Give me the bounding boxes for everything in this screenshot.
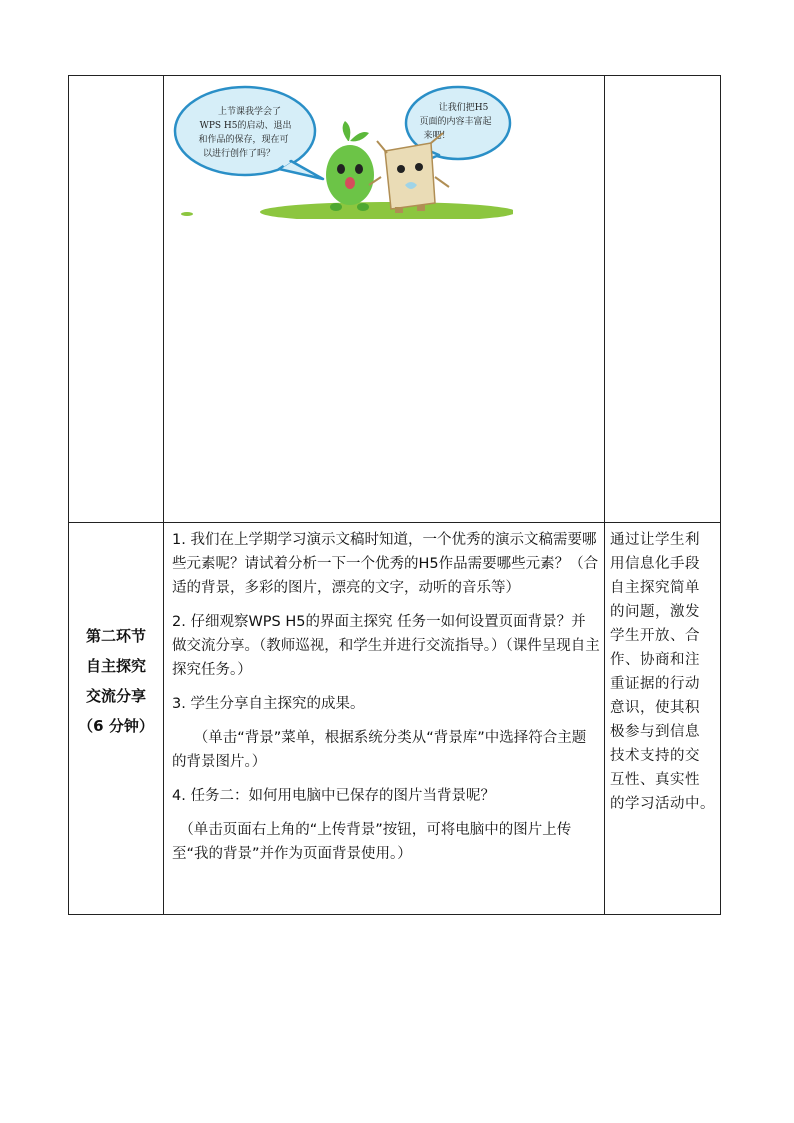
- purpose-line: 学生开放、合: [610, 628, 700, 644]
- column-divider: [604, 76, 605, 914]
- stage-label-line: （6 分钟）: [78, 717, 154, 735]
- purpose-line: 技术支持的交: [610, 748, 700, 764]
- content-paragraph: 4. 任务二：如何用电脑中已保存的图片当背景呢？: [172, 788, 495, 804]
- lesson-table: [68, 75, 721, 915]
- content-paragraph: 3. 学生分享自主探究的成果。: [172, 696, 365, 712]
- purpose-line: 意识，使其积: [610, 700, 700, 716]
- purpose-line: 用信息化手段: [610, 556, 700, 572]
- bubble-right-line: 来吧！: [423, 131, 451, 141]
- column-divider: [163, 76, 164, 914]
- activity-content: [172, 528, 600, 876]
- sprout-character: [326, 121, 374, 211]
- cartoon-illustration: [173, 81, 513, 219]
- purpose-line: 自主探究简单: [610, 580, 700, 596]
- stage-label-line: 自主探究: [85, 657, 146, 675]
- content-paragraph: （单击页面右上角的“上传背景”按钮，可将电脑中的图片上传至“我的背景”并作为页面背景使用。）: [172, 822, 572, 862]
- purpose-line: 通过让学生利: [610, 532, 700, 548]
- design-purpose: [610, 528, 720, 816]
- purpose-line: 极参与到信息: [610, 724, 700, 740]
- bubble-left-line: WPS H5的启动、退出: [199, 121, 292, 131]
- speech-bubble-left: [175, 87, 323, 179]
- content-paragraph: 1. 我们在上学期学习演示文稿时知道，一个优秀的演示文稿需要哪些元素呢？请试着分析一下一个优秀的H5作品需要哪些元素？（合适的背景，多彩的图片，漂亮的文字，动听的音乐等）: [172, 532, 599, 596]
- stage-label: [69, 621, 163, 741]
- purpose-line: 互性、真实性: [610, 772, 700, 788]
- grass-ground: [260, 202, 513, 219]
- purpose-line: 重证据的行动: [610, 676, 700, 692]
- content-paragraph: （单击“背景”菜单，根据系统分类从“背景库”中选择符合主题的背景图片。）: [172, 730, 587, 770]
- purpose-line: 的学习活动中。: [610, 796, 715, 812]
- bubble-left-line: 上节课我学会了: [218, 107, 282, 117]
- purpose-line: 作、协商和注: [610, 652, 700, 668]
- bubble-right-line: 页面的内容丰富起: [419, 117, 492, 127]
- bubble-left-line: 和作品的保存，现在可: [198, 135, 289, 145]
- content-paragraph: 2. 仔细观察WPS H5的界面主探究 任务一如何设置页面背景？并做交流分享。（教师巡视，和学生并进行交流指导。）（课件呈现自主探究任务。）: [172, 614, 600, 678]
- grass-tuft: [181, 212, 193, 216]
- stage-label-line: 第二环节: [85, 627, 146, 645]
- bubble-left-line: 以进行创作了吗？: [202, 149, 276, 159]
- stage-label-line: 交流分享: [85, 687, 146, 705]
- bubble-right-line: 让我们把H5: [438, 103, 489, 113]
- purpose-line: 的问题，激发: [610, 604, 700, 620]
- row-divider: [69, 522, 720, 523]
